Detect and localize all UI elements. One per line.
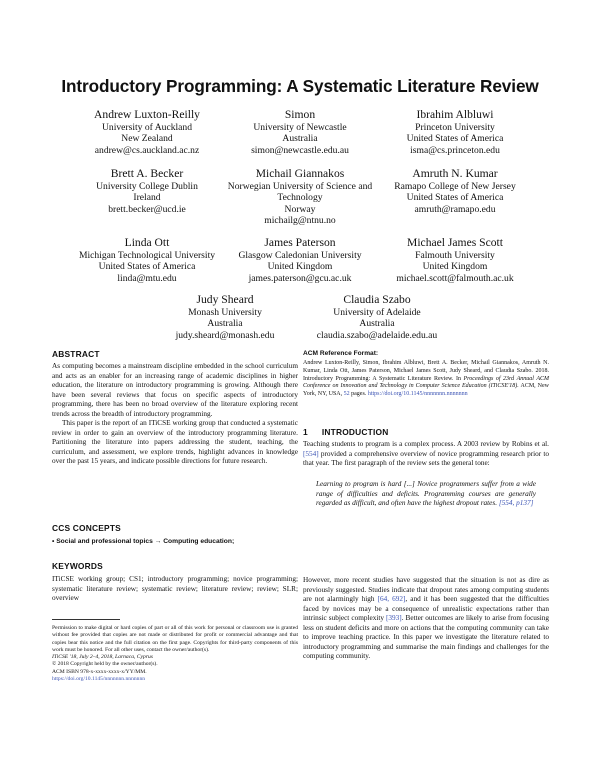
author-name: Amruth N. Kumar [412,167,498,180]
author-affiliation: University of Newcastle [253,121,347,133]
copyright-line: © 2018 Copyright held by the owner/author(s). [52,661,158,668]
author-name: Brett A. Becker [110,167,184,180]
author-affiliation: University College Dublin [96,180,198,192]
reference-pages[interactable]: 52 [343,391,350,398]
author-country: Australia [359,318,395,330]
author-name: Linda Ott [124,236,170,249]
abstract-paragraph: This paper is the report of an ITiCSE working group that conducted a systematic review in order to gain an overview of the introductory programming literature. Partitioning the literature into papers addressing the student, teaching, the curriculum, and assessment, we explore trends, highlight advances in knowledge over the past 15 years, and indicate possible directions for future research. [52,419,298,466]
venue-line: ITiCSE '18, July 2–4, 2018, Larnaca, Cyprus [52,654,153,661]
author-name: Michael James Scott [407,236,503,249]
author-country: United Kingdom [267,261,333,273]
author-affiliation-cont: Technology [277,192,323,204]
author-email[interactable]: linda@mtu.edu [117,272,177,284]
author-affiliation: Norwegian University of Science and [227,180,373,192]
author-name: Claudia Szabo [343,293,411,306]
author-block [370,108,540,156]
paper-title: Introductory Programming: A Systematic Literature Review [61,76,539,96]
abstract-paragraph: As computing becomes a mainstream discipline embedded in the school curriculum and acts as an enabler for an increasing range of academic disciplines in higher education, the literature on introductory programming is growing. Although there have been several reviews that focus on specific aspects of introductory programming, there has been no broad overview of the literature exploring recent trends across the breadth of introductory programming. [52,362,298,418]
author-block [214,108,386,156]
author-email[interactable]: amruth@ramapo.edu [414,203,496,215]
intro-paragraph [303,440,549,469]
author-country: Australia [282,133,318,145]
intro-heading [303,427,388,437]
author-affiliation: Michigan Technological University [78,249,216,261]
reference-format-text [303,360,549,399]
author-name: Simon [284,108,316,121]
author-country: Ireland [133,192,161,204]
keywords-heading: KEYWORDS [52,561,103,571]
author-block [209,167,391,227]
author-name: Ibrahim Albluwi [416,108,494,121]
author-block [292,293,462,341]
author-name: James Paterson [264,236,336,249]
author-email[interactable]: michael.scott@falmouth.ac.uk [396,272,514,284]
reference-format-heading: ACM Reference Format: [303,350,379,357]
author-block [370,236,540,284]
doi-link[interactable]: https://doi.org/10.1145/nnnnnnn.nnnnnnn [52,676,146,683]
author-affiliation: University of Adelaide [333,306,421,318]
intro-text: . Better outcomes are likely to arise from focusing less on student deficits and more on actions that the computing community can take to improve teaching practice. In this paper we investigate the literature related to introductory programming and summarise the main findings and challenges for the computing community. [303,614,549,661]
author-affiliation: Princeton University [415,121,495,133]
author-affiliation: Falmouth University [415,249,495,261]
author-block [62,236,232,284]
citation-link[interactable]: [393] [386,614,402,623]
intro-text: , and it has been suggested that the difficulties faced by novices may be a consequence of unrealistic expectations rather than intrinsic subject complexity [303,595,549,623]
reference-pages-suffix: pages. [349,391,368,398]
author-country: United States of America [406,133,504,145]
author-block [62,167,232,215]
author-email[interactable]: james.paterson@gcu.ac.uk [248,272,352,284]
section-title: INTRODUCTION [321,427,389,437]
author-name: Judy Sheard [196,293,254,306]
reference-venue: Proceedings of 23rd Annual ACM Conference on Innovation and Technology in Computer Science Education (ITiCSE'18). [303,375,549,390]
citation-link[interactable]: [554, p137] [498,499,534,508]
isbn-line: ACM ISBN 978-x-xxxx-xxxx-x/YY/MM. [52,668,147,675]
ccs-concepts: • Social and professional topics → Computing education; [52,538,235,545]
reference-text: Andrew Luxton-Reilly, Simon, Ibrahim Albluwi, Brett A. Becker, Michail Giannakos, Amruth N. Kumar, Linda Ott, James Paterson, Michael James Scott, Judy Sheard, and Claudia Szabo. 2018. Introductory Programming: A Systematic Literature Review. In [303,360,549,382]
author-email[interactable]: judy.sheard@monash.edu [175,329,275,341]
author-country: New Zealand [121,133,173,145]
author-block [214,236,386,284]
ccs-heading: CCS CONCEPTS [52,523,121,533]
author-email[interactable]: simon@newcastle.edu.au [251,144,349,156]
author-email[interactable]: isma@cs.princeton.edu [410,144,500,156]
author-block [370,167,540,215]
footnote-rule [52,619,120,620]
section-number: 1 [303,427,308,437]
intro-paragraph [303,576,549,662]
keywords-text: ITiCSE working group; CS1; introductory programming; novice programming; systematic literature review; systematic review; literature review; review; SLR; overview [52,575,298,603]
author-country: Norway [284,203,316,215]
author-email[interactable]: michailg@ntnu.no [264,215,336,227]
author-country: United States of America [98,261,196,273]
author-affiliation: University of Auckland [101,121,193,133]
author-name: Andrew Luxton-Reilly [94,108,200,121]
citation-link[interactable]: [64, 692] [377,595,406,604]
author-country: Australia [207,318,243,330]
author-affiliation: Monash University [188,306,262,318]
intro-quote [316,480,536,509]
author-email[interactable]: andrew@cs.auckland.ac.nz [94,144,200,156]
intro-text: However, more recent studies have suggested that the situation is not as dire as previously suggested. Studies indicate that dropout rates among computing students are not alarmingly high [303,576,549,604]
citation-link[interactable]: [554] [303,449,319,458]
intro-text: Teaching students to program is a complex process. A 2003 review by Robins et al. [303,440,549,448]
author-affiliation: Ramapo College of New Jersey [394,180,516,192]
reference-publisher: ACM, New York, NY, USA, [303,383,549,398]
abstract-heading: ABSTRACT [52,349,100,359]
permission-block [52,625,298,683]
author-email[interactable]: claudia.szabo@adelaide.edu.au [316,329,438,341]
permission-notice: Permission to make digital or hard copies of part or all of this work for personal or classroom use is granted without fee provided that copies are not made or distributed for profit or commercial advantage and that copies bear this notice and the full citation on the first page. Copyrights for third-party components of this work must be honored. For all other uses, contact the owner/author(s). [52,625,298,653]
author-email[interactable]: brett.becker@ucd.ie [108,203,186,215]
quote-text: Learning to program is hard [...] Novice programmers suffer from a wide range of difficulties and deficits. Programming courses are generally regarded as difficult, and often have the highest dropout rates. [316,480,536,508]
author-block [62,108,232,156]
intro-text: provided a comprehensive overview of novice programming research prior to that year. The first paragraph of the review sets the general tone: [303,449,549,468]
author-affiliation: Glasgow Caledonian University [238,249,362,261]
author-name: Michail Giannakos [255,167,345,180]
author-country: United Kingdom [422,261,488,273]
author-country: United States of America [406,192,504,204]
author-block [140,293,310,341]
reference-doi-link[interactable]: https://doi.org/10.1145/nnnnnnn.nnnnnnn [367,391,468,398]
abstract-body [52,362,298,467]
